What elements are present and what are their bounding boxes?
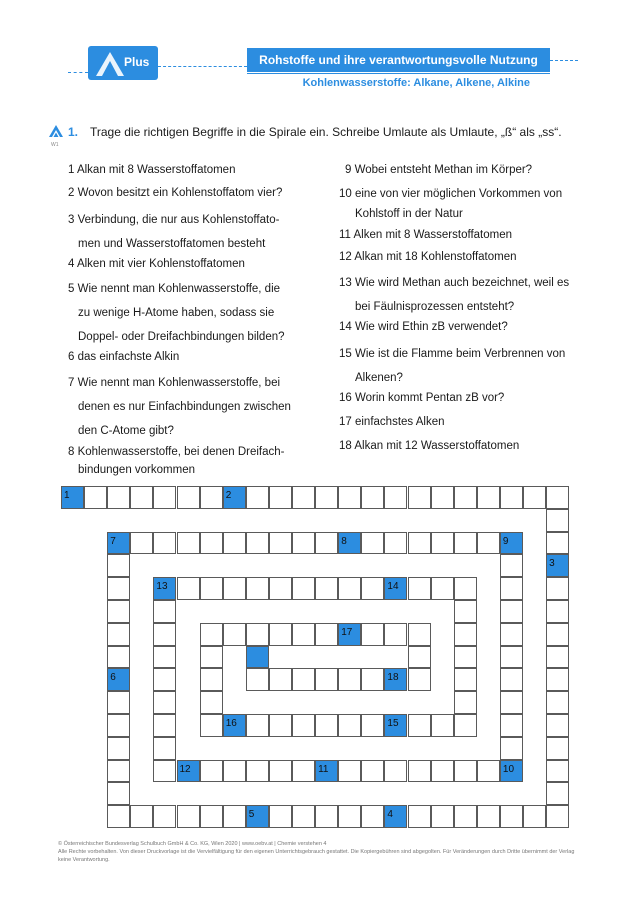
grid-cell[interactable] <box>223 760 246 783</box>
grid-cell[interactable] <box>408 623 431 646</box>
grid-cell[interactable] <box>408 486 431 509</box>
clue-8-text: 8 Kohlenwasserstoffe, bei denen Dreifach- <box>68 446 285 458</box>
grid-cell-start-12[interactable] <box>177 760 200 783</box>
grid-cell[interactable] <box>454 486 477 509</box>
footer <box>58 840 588 864</box>
grid-cell[interactable] <box>200 623 223 646</box>
grid-number-6: 6 <box>110 672 116 684</box>
grid-cell[interactable] <box>500 668 523 691</box>
clue-18-text: 18 Alkan mit 12 Wasserstoffatomen <box>339 440 520 452</box>
grid-cell[interactable] <box>177 805 200 828</box>
clue-7 <box>68 371 291 443</box>
grid-cell[interactable] <box>500 600 523 623</box>
grid-cell[interactable] <box>269 486 292 509</box>
task-instruction: Trage die richtigen Begriffe in die Spirale ein. Schreibe Umlaute als Umlaute, „ß“ als „ss“. <box>90 125 562 139</box>
grid-cell[interactable] <box>431 805 454 828</box>
grid-cell[interactable] <box>500 737 523 760</box>
clue-5-cont-1: zu wenige H-Atome haben, sodass sie <box>78 307 275 319</box>
grid-cell-start-14[interactable] <box>384 577 407 600</box>
grid-cell[interactable] <box>130 532 153 555</box>
grid-cell[interactable] <box>107 760 130 783</box>
grid-cell-start-15[interactable] <box>384 714 407 737</box>
task-level: W1 <box>51 142 59 148</box>
grid-number-8: 8 <box>341 535 347 547</box>
grid-cell[interactable] <box>292 760 315 783</box>
grid-cell-start-1[interactable] <box>61 486 84 509</box>
grid-cell[interactable] <box>153 668 176 691</box>
clue-12 <box>339 248 517 266</box>
grid-cell[interactable] <box>477 760 500 783</box>
grid-cell[interactable] <box>153 805 176 828</box>
grid-cell[interactable] <box>269 623 292 646</box>
grid-cell[interactable] <box>292 486 315 509</box>
grid-cell[interactable] <box>107 691 130 714</box>
clue-1-text: 1 Alkan mit 8 Wasserstoffatomen <box>68 164 236 176</box>
grid-cell[interactable] <box>292 714 315 737</box>
grid-cell[interactable] <box>546 646 569 669</box>
clue-3 <box>68 208 279 256</box>
grid-cell-start-4[interactable] <box>384 805 407 828</box>
clue-10-text: 10 eine von vier möglichen Vorkommen von <box>339 188 563 200</box>
footer-rights: Alle Rechte vorbehalten. Von dieser Druckvorlage ist die Vervielfältigung für den eigenen Unterrichtsgebrauch gestattet. Die Kopiergebühren sind abgegolten. Für Veränderungen durch Dritte übernimmt der Verlag keine Verantwortung. <box>58 849 575 863</box>
grid-cell[interactable] <box>130 805 153 828</box>
grid-cell[interactable] <box>477 486 500 509</box>
grid-cell-start-2[interactable] <box>223 486 246 509</box>
grid-cell-start-10[interactable] <box>500 760 523 783</box>
logo-text: Plus <box>124 55 150 69</box>
grid-cell[interactable] <box>107 623 130 646</box>
chapter-banner: Rohstoffe und ihre verantwortungsvolle Nutzung <box>247 48 550 72</box>
clue-3-cont-1: men und Wasserstoffatomen besteht <box>78 238 266 250</box>
grid-cell[interactable] <box>153 714 176 737</box>
grid-cell[interactable] <box>107 737 130 760</box>
clue-14-text: 14 Wie wird Ethin zB verwendet? <box>339 321 508 333</box>
grid-cell[interactable] <box>292 577 315 600</box>
clue-5 <box>68 277 285 349</box>
grid-cell[interactable] <box>338 760 361 783</box>
grid-cell[interactable] <box>315 577 338 600</box>
clue-2-text: 2 Wovon besitzt ein Kohlenstoffatom vier? <box>68 187 283 199</box>
grid-cell[interactable] <box>384 623 407 646</box>
grid-cell[interactable] <box>269 532 292 555</box>
clue-2 <box>68 184 282 202</box>
grid-cell-start-7[interactable] <box>107 532 130 555</box>
grid-cell-start-18[interactable] <box>384 668 407 691</box>
grid-cell[interactable] <box>408 805 431 828</box>
clue-16 <box>339 389 504 407</box>
grid-cell[interactable] <box>246 714 269 737</box>
grid-cell[interactable] <box>107 646 130 669</box>
grid-number-4: 4 <box>387 809 393 821</box>
grid-cell[interactable] <box>223 623 246 646</box>
grid-number-18: 18 <box>387 672 399 684</box>
grid-cell[interactable] <box>546 782 569 805</box>
grid-cell[interactable] <box>130 486 153 509</box>
clue-7-cont-2: den C-Atome gibt? <box>78 425 174 437</box>
grid-cell[interactable] <box>546 486 569 509</box>
grid-cell[interactable] <box>454 623 477 646</box>
grid-cell[interactable] <box>269 805 292 828</box>
grid-cell[interactable] <box>408 714 431 737</box>
grid-cell[interactable] <box>384 760 407 783</box>
grid-cell[interactable] <box>246 486 269 509</box>
grid-number-10: 10 <box>502 763 515 775</box>
grid-cell[interactable] <box>477 805 500 828</box>
grid-cell[interactable] <box>107 554 130 577</box>
clue-10-cont-1: Kohlstoff in der Natur <box>355 208 463 220</box>
grid-cell[interactable] <box>546 760 569 783</box>
clue-8 <box>68 443 285 479</box>
task-number: 1. <box>68 125 79 139</box>
grid-number-9: 9 <box>502 535 509 547</box>
clue-11-text: 11 Alken mit 8 Wasserstoffatomen <box>339 229 513 241</box>
grid-cell-start-17[interactable] <box>338 623 361 646</box>
grid-cell[interactable] <box>315 532 338 555</box>
grid-cell[interactable] <box>107 805 130 828</box>
difficulty-triangle-icon <box>49 125 63 137</box>
grid-cell[interactable] <box>246 623 269 646</box>
clue-4 <box>68 255 245 273</box>
grid-cell-start-13[interactable] <box>153 577 176 600</box>
grid-cell[interactable] <box>177 577 200 600</box>
grid-cell-end[interactable] <box>246 646 269 669</box>
grid-cell[interactable] <box>408 577 431 600</box>
grid-cell[interactable] <box>361 577 384 600</box>
grid-number-17: 17 <box>341 626 353 638</box>
clue-6-text: 6 das einfachste Alkin <box>68 351 180 363</box>
page-subtitle: Kohlenwasserstoffe: Alkane, Alkene, Alkine <box>302 77 530 89</box>
grid-cell[interactable] <box>546 532 569 555</box>
grid-number-7: 7 <box>110 535 116 547</box>
grid-cell[interactable] <box>523 805 546 828</box>
grid-cell[interactable] <box>246 532 269 555</box>
clue-10 <box>339 184 562 224</box>
grid-cell[interactable] <box>246 577 269 600</box>
grid-cell[interactable] <box>361 623 384 646</box>
grid-cell[interactable] <box>107 577 130 600</box>
grid-cell[interactable] <box>315 714 338 737</box>
clue-1 <box>68 161 235 179</box>
grid-cell[interactable] <box>315 668 338 691</box>
footer-copyright: © Österreichischer Bundesverlag Schulbuch GmbH & Co. KG, Wien 2020 | www.oebv.at | Chemie verstehen 4 <box>58 841 327 847</box>
grid-cell[interactable] <box>200 486 223 509</box>
grid-number-5: 5 <box>248 809 255 821</box>
clue-5-text: 5 Wie nennt man Kohlenwasserstoffe, die <box>68 283 281 295</box>
grid-cell[interactable] <box>500 805 523 828</box>
grid-number-16: 16 <box>225 718 237 729</box>
clue-18 <box>339 437 519 455</box>
grid-cell[interactable] <box>454 577 477 600</box>
grid-cell[interactable] <box>384 532 407 555</box>
grid-cell[interactable] <box>200 532 223 555</box>
grid-cell[interactable] <box>523 486 546 509</box>
grid-cell[interactable] <box>431 714 454 737</box>
grid-cell-start-9[interactable] <box>500 532 523 555</box>
grid-cell[interactable] <box>546 623 569 646</box>
grid-cell[interactable] <box>361 805 384 828</box>
grid-cell[interactable] <box>107 782 130 805</box>
grid-cell-start-6[interactable] <box>107 668 130 691</box>
grid-cell[interactable] <box>431 532 454 555</box>
clue-12-text: 12 Alkan mit 18 Kohlenstoffatomen <box>339 251 517 263</box>
grid-cell[interactable] <box>431 486 454 509</box>
grid-cell[interactable] <box>338 577 361 600</box>
grid-number-1: 1 <box>64 490 70 501</box>
grid-cell[interactable] <box>177 532 200 555</box>
grid-cell[interactable] <box>269 668 292 691</box>
clue-3-text: 3 Verbindung, die nur aus Kohlenstoffato- <box>68 214 280 226</box>
grid-cell[interactable] <box>408 668 431 691</box>
grid-cell[interactable] <box>454 668 477 691</box>
grid-cell[interactable] <box>107 486 130 509</box>
grid-cell[interactable] <box>246 760 269 783</box>
clue-17 <box>339 413 445 431</box>
grid-cell[interactable] <box>338 486 361 509</box>
grid-cell-start-8[interactable] <box>338 532 361 555</box>
clue-8-cont-1: bindungen vorkommen <box>78 464 195 476</box>
grid-cell[interactable] <box>546 714 569 737</box>
clue-14 <box>339 318 508 336</box>
grid-cell[interactable] <box>200 577 223 600</box>
grid-cell[interactable] <box>315 805 338 828</box>
grid-cell[interactable] <box>500 486 523 509</box>
clue-16-text: 16 Worin kommt Pentan zB vor? <box>339 392 505 404</box>
grid-cell[interactable] <box>153 646 176 669</box>
grid-cell[interactable] <box>200 714 223 737</box>
grid-cell[interactable] <box>500 691 523 714</box>
grid-cell[interactable] <box>361 668 384 691</box>
grid-cell[interactable] <box>153 760 176 783</box>
clue-7-text: 7 Wie nennt man Kohlenwasserstoffe, bei <box>68 377 281 389</box>
grid-cell[interactable] <box>177 486 200 509</box>
clue-13-text: 13 Wie wird Methan auch bezeichnet, weil es <box>339 277 570 289</box>
grid-number-2: 2 <box>225 490 232 501</box>
clue-9 <box>345 161 532 179</box>
grid-cell[interactable] <box>546 577 569 600</box>
grid-cell[interactable] <box>546 668 569 691</box>
grid-cell[interactable] <box>454 532 477 555</box>
grid-number-15: 15 <box>387 718 399 729</box>
grid-cell[interactable] <box>500 714 523 737</box>
grid-cell[interactable] <box>269 714 292 737</box>
grid-cell[interactable] <box>200 760 223 783</box>
grid-cell[interactable] <box>223 805 246 828</box>
grid-cell[interactable] <box>454 805 477 828</box>
grid-cell[interactable] <box>384 486 407 509</box>
grid-cell[interactable] <box>546 509 569 532</box>
grid-cell[interactable] <box>153 600 176 623</box>
grid-cell[interactable] <box>292 532 315 555</box>
grid-cell[interactable] <box>454 714 477 737</box>
header-dash-left <box>68 72 88 73</box>
grid-cell-start-3[interactable] <box>546 554 569 577</box>
grid-cell[interactable] <box>338 805 361 828</box>
grid-cell[interactable] <box>269 577 292 600</box>
header-dash-right <box>550 60 578 61</box>
grid-cell[interactable] <box>361 714 384 737</box>
grid-cell[interactable] <box>500 646 523 669</box>
grid-cell[interactable] <box>408 646 431 669</box>
header-rule <box>247 73 550 74</box>
grid-cell[interactable] <box>546 600 569 623</box>
grid-cell[interactable] <box>153 486 176 509</box>
grid-cell[interactable] <box>338 714 361 737</box>
grid-cell[interactable] <box>200 691 223 714</box>
grid-number-13: 13 <box>156 581 168 593</box>
grid-cell[interactable] <box>246 668 269 691</box>
grid-cell[interactable] <box>431 577 454 600</box>
grid-number-12: 12 <box>179 763 191 775</box>
clue-11 <box>339 226 512 244</box>
grid-cell[interactable] <box>153 623 176 646</box>
grid-cell[interactable] <box>408 532 431 555</box>
clue-5-cont-2: Doppel- oder Dreifachbindungen bilden? <box>78 331 285 343</box>
grid-cell[interactable] <box>500 623 523 646</box>
grid-cell[interactable] <box>546 805 569 828</box>
grid-cell[interactable] <box>153 691 176 714</box>
grid-cell-start-16[interactable] <box>223 714 246 737</box>
clue-15 <box>339 342 565 390</box>
grid-cell[interactable] <box>315 623 338 646</box>
grid-cell[interactable] <box>269 760 292 783</box>
clue-15-text: 15 Wie ist die Flamme beim Verbrennen von <box>339 348 566 360</box>
grid-cell[interactable] <box>107 600 130 623</box>
grid-number-14: 14 <box>387 581 399 593</box>
clue-6 <box>68 348 179 366</box>
clue-4-text: 4 Alken mit vier Kohlenstoffatomen <box>68 258 245 270</box>
grid-cell[interactable] <box>500 554 523 577</box>
clue-17-text: 17 einfachstes Alken <box>339 416 445 428</box>
grid-number-3: 3 <box>549 558 555 570</box>
grid-cell[interactable] <box>546 691 569 714</box>
grid-cell[interactable] <box>153 532 176 555</box>
grid-number-11: 11 <box>318 763 329 775</box>
grid-cell[interactable] <box>153 737 176 760</box>
grid-cell[interactable] <box>477 532 500 555</box>
clue-15-cont-1: Alkenen? <box>355 372 403 384</box>
clue-13-cont-1: bei Fäulnisprozessen entsteht? <box>355 301 515 313</box>
grid-cell[interactable] <box>454 646 477 669</box>
grid-cell[interactable] <box>454 600 477 623</box>
grid-cell-start-11[interactable] <box>315 760 338 783</box>
grid-cell[interactable] <box>361 486 384 509</box>
header-dash-middle <box>158 66 247 67</box>
grid-cell[interactable] <box>292 623 315 646</box>
clue-13 <box>339 271 569 319</box>
grid-cell[interactable] <box>107 714 130 737</box>
grid-cell[interactable] <box>223 577 246 600</box>
grid-cell[interactable] <box>292 805 315 828</box>
grid-cell[interactable] <box>223 532 246 555</box>
grid-cell[interactable] <box>500 577 523 600</box>
grid-cell[interactable] <box>454 760 477 783</box>
clue-7-cont-1: denen es nur Einfachbindungen zwischen <box>78 401 291 413</box>
grid-cell[interactable] <box>431 760 454 783</box>
grid-cell[interactable] <box>200 668 223 691</box>
grid-cell[interactable] <box>200 805 223 828</box>
grid-cell-start-5[interactable] <box>246 805 269 828</box>
grid-cell[interactable] <box>315 486 338 509</box>
grid-cell[interactable] <box>361 760 384 783</box>
grid-cell[interactable] <box>361 532 384 555</box>
grid-cell[interactable] <box>292 668 315 691</box>
grid-cell[interactable] <box>454 691 477 714</box>
grid-cell[interactable] <box>408 760 431 783</box>
grid-cell[interactable] <box>200 646 223 669</box>
grid-cell[interactable] <box>84 486 107 509</box>
grid-cell[interactable] <box>546 737 569 760</box>
grid-cell[interactable] <box>338 668 361 691</box>
clue-9-text: 9 Wobei entsteht Methan im Körper? <box>345 164 533 176</box>
